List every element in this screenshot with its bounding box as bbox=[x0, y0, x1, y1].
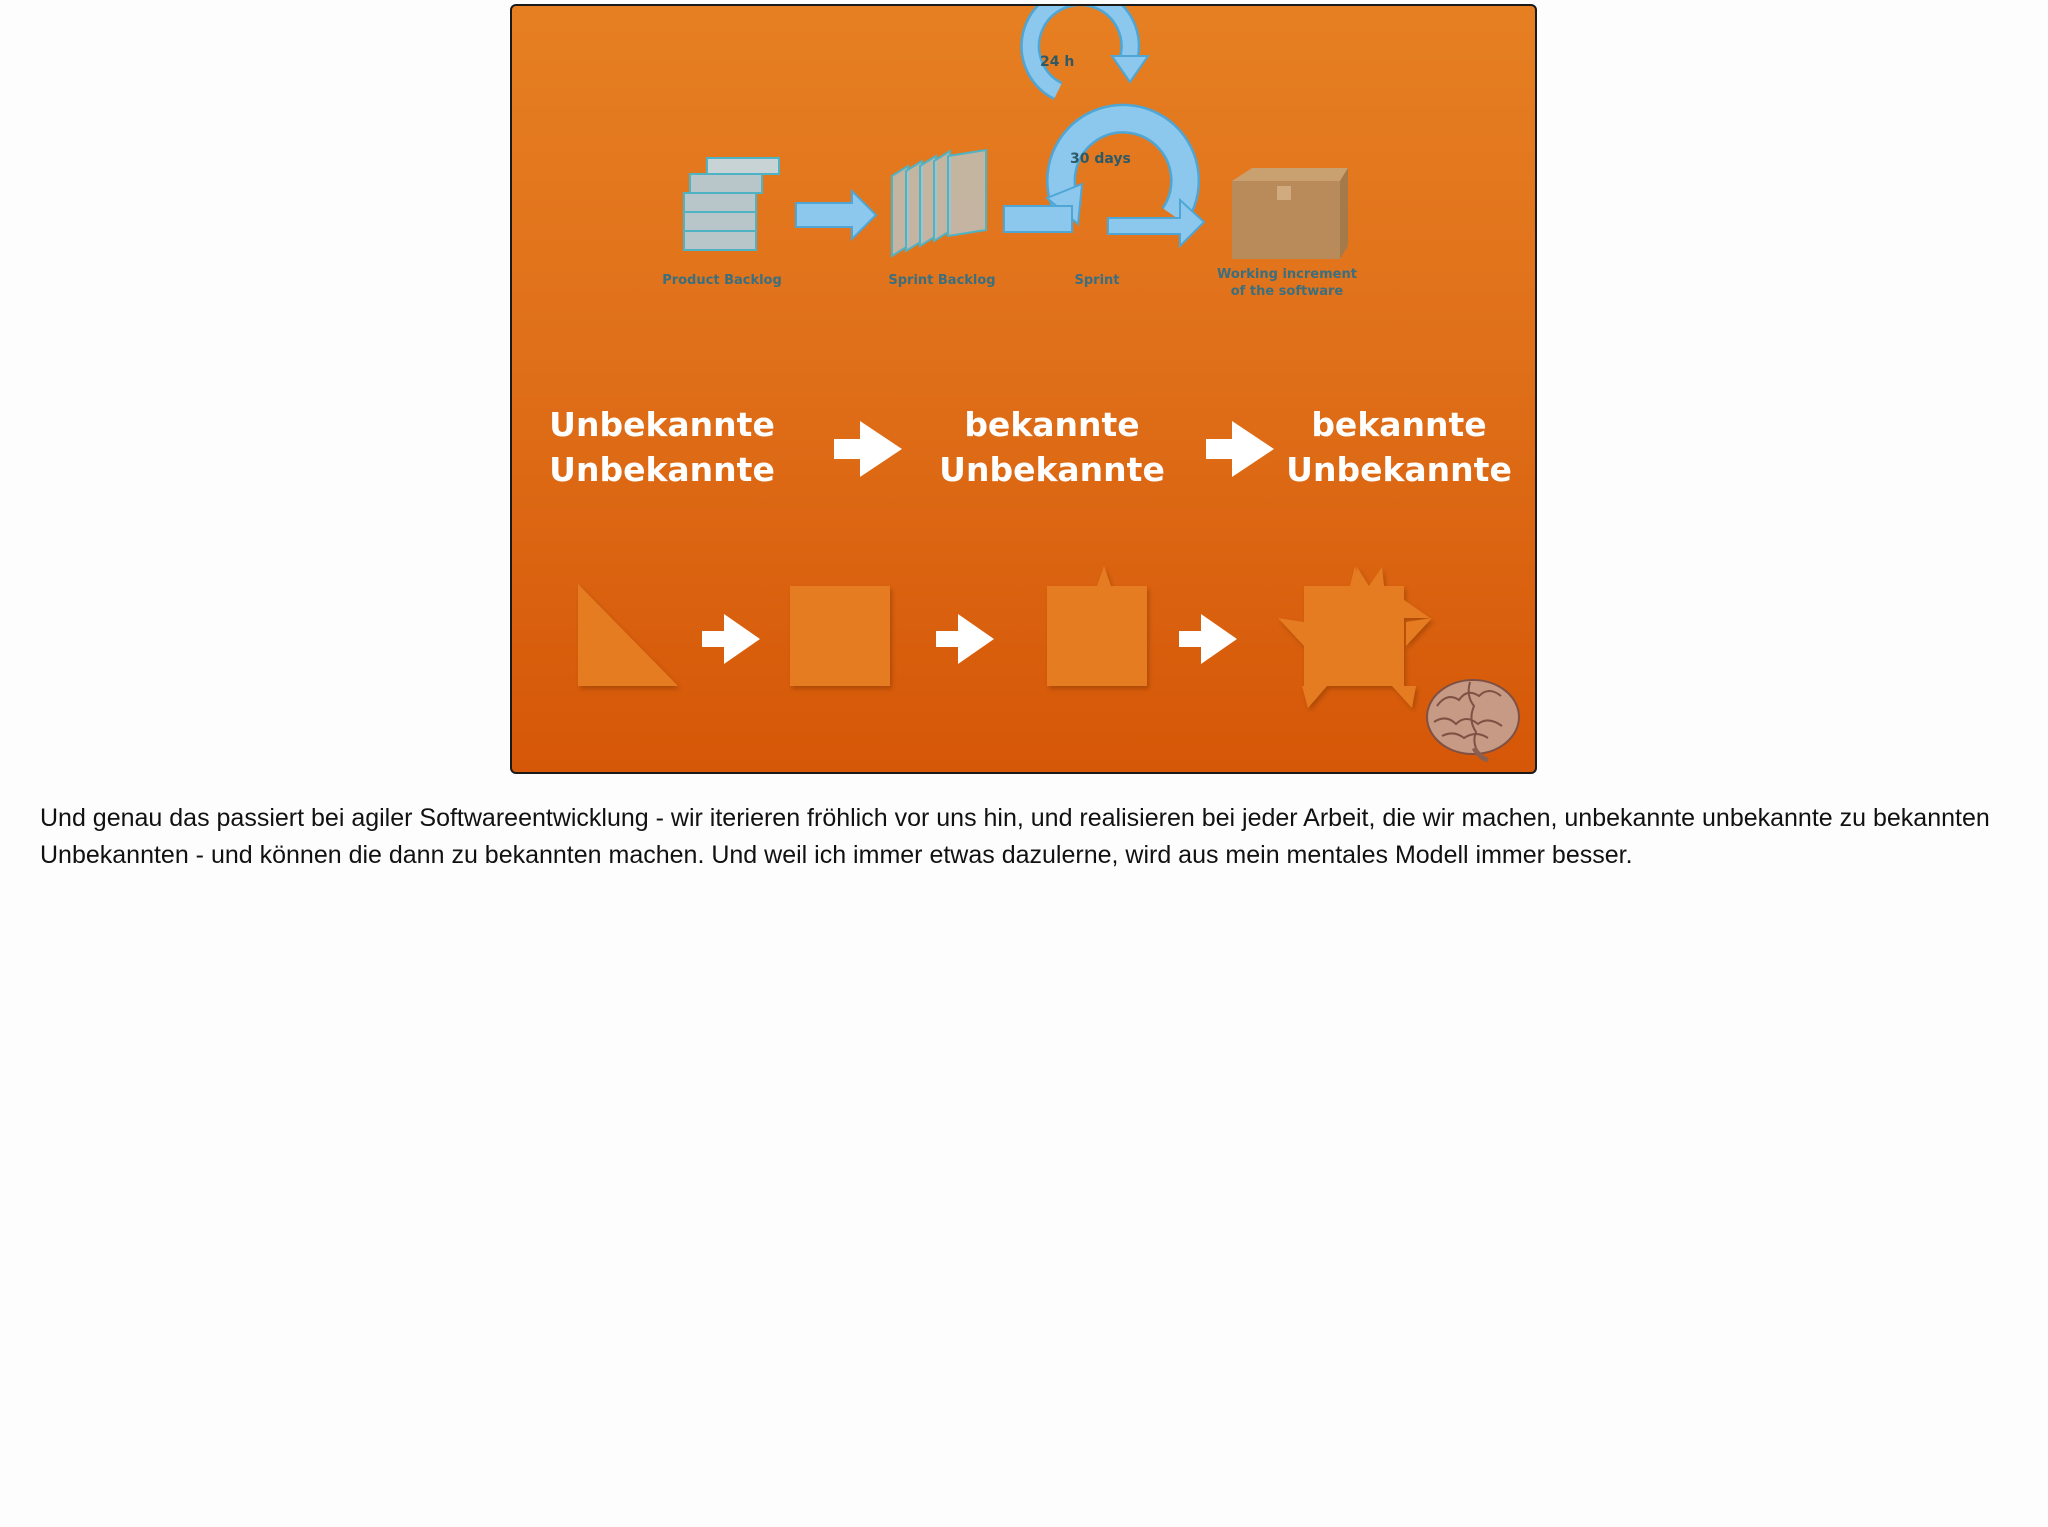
phase-arrow-icon bbox=[834, 421, 902, 477]
sprint-cycle-label: 30 days bbox=[1070, 151, 1131, 167]
brain-icon bbox=[1427, 680, 1519, 760]
sprint-backlog-icon bbox=[892, 150, 986, 256]
increment-label bbox=[1202, 266, 1372, 300]
flow-arrow-icon bbox=[796, 191, 876, 239]
shape-arrow-icon bbox=[936, 614, 994, 664]
slide bbox=[510, 4, 1537, 774]
product-backlog-label: Product Backlog bbox=[662, 273, 782, 288]
star-square-icon bbox=[1278, 566, 1432, 708]
phase-arrow-icon bbox=[1206, 421, 1274, 477]
daily-cycle-icon bbox=[1030, 6, 1148, 91]
sprint-backlog-label: Sprint Backlog bbox=[888, 273, 996, 288]
product-backlog-icon bbox=[684, 158, 779, 250]
speaker-notes: Und genau das passiert bei agiler Softwareentwicklung - wir iterieren fröhlich vor uns hin, und realisieren bei jeder Arbeit, die wir machen, unbekannte unbekannte zu bekannten Unbekannten - und können die dann zu bekannten machen. Und weil ich immer etwas dazulerne, wird aus mein mentales Modell immer besser. bbox=[40, 804, 1990, 869]
phase-label-line1: bekannte bbox=[964, 405, 1140, 444]
increment-box-icon bbox=[1232, 168, 1348, 259]
triangle-icon bbox=[578, 584, 678, 686]
phase-label-line1: bekannte bbox=[1311, 405, 1487, 444]
sprint-cycle-icon bbox=[1004, 119, 1204, 246]
daily-cycle-label: 24 h bbox=[1040, 54, 1075, 70]
phase-label-line2: Unbekannte bbox=[1286, 450, 1512, 489]
slide-graphics bbox=[512, 6, 1535, 772]
square-with-spike-icon bbox=[1047, 566, 1147, 686]
sprint-label: Sprint bbox=[1074, 273, 1120, 288]
phase-label-line1: Unbekannte bbox=[549, 405, 775, 444]
phase-label bbox=[1274, 402, 1524, 492]
increment-label-line1: Working increment bbox=[1217, 267, 1357, 282]
shape-arrow-icon bbox=[702, 614, 760, 664]
increment-label-line2: of the software bbox=[1230, 284, 1344, 299]
phase-label-line2: Unbekannte bbox=[939, 450, 1165, 489]
phase-label bbox=[927, 402, 1177, 492]
shape-arrow-icon bbox=[1179, 614, 1237, 664]
phase-label bbox=[537, 402, 787, 492]
phase-label-line2: Unbekannte bbox=[549, 450, 775, 489]
square-icon bbox=[790, 586, 890, 686]
